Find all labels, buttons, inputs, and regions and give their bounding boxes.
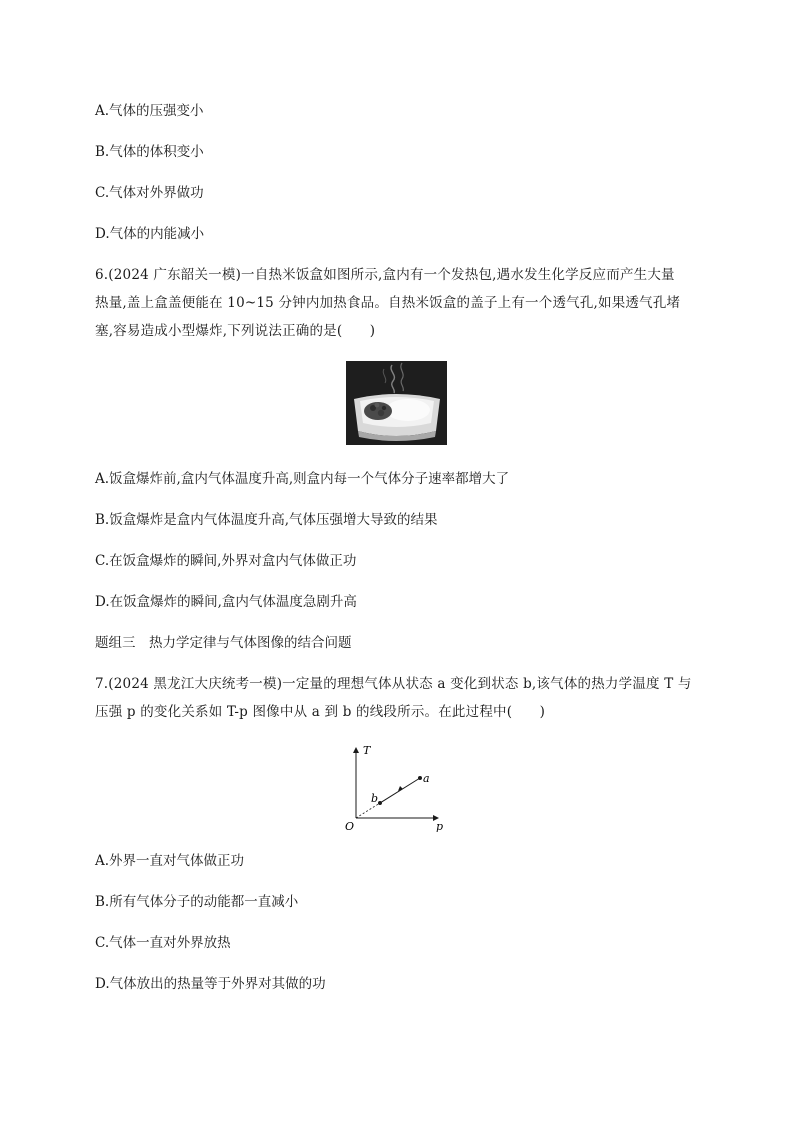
q7-option-b: B.所有气体分子的动能都一直减小 <box>95 894 299 910</box>
rice-box-illustration <box>346 361 447 445</box>
dashed-extension <box>356 803 380 818</box>
axis-label-p: p <box>436 820 444 832</box>
q5-option-d: D.气体的内能减小 <box>95 226 205 242</box>
q6-stem-line-2: 热量,盖上盒盖便能在 10~15 分钟内加热食品。自热米饭盒的盖子上有一个透气孔,如果透气孔堵 <box>95 295 681 311</box>
q5-option-a: A.气体的压强变小 <box>95 103 204 119</box>
q6-option-a: A.饭盒爆炸前,盒内气体温度升高,则盒内每一个气体分子速率都增大了 <box>95 471 510 487</box>
segment-a-b <box>380 778 420 803</box>
point-a-dot <box>418 776 422 780</box>
q5-option-c: C.气体对外界做功 <box>95 185 204 201</box>
point-a-label: a <box>423 772 430 785</box>
origin-label: O <box>345 820 355 832</box>
q7-option-a: A.外界一直对气体做正功 <box>95 853 245 869</box>
q7-stem-line-1: 7.(2024 黑龙江大庆统考一模)一定量的理想气体从状态 a 变化到状态 b,该气体的热力学温度 T 与 <box>95 676 692 692</box>
section-heading: 题组三 热力学定律与气体图像的结合问题 <box>95 635 352 651</box>
q6-stem-line-3: 塞,容易造成小型爆炸,下列说法正确的是( ) <box>95 323 376 339</box>
q5-option-b: B.气体的体积变小 <box>95 144 204 160</box>
t-p-graph <box>340 740 450 832</box>
q6-stem-line-1: 6.(2024 广东韶关一模)一自热米饭盒如图所示,盒内有一个发热包,遇水发生化学反应而产生大量 <box>95 267 675 283</box>
q7-option-d: D.气体放出的热量等于外界对其做的功 <box>95 976 326 992</box>
point-b-label: b <box>371 792 379 805</box>
q7-option-c: C.气体一直对外界放热 <box>95 935 231 951</box>
point-b-dot <box>378 801 382 805</box>
q6-option-d: D.在饭盒爆炸的瞬间,盒内气体温度急剧升高 <box>95 594 357 610</box>
q6-option-b: B.饭盒爆炸是盒内气体温度升高,气体压强增大导致的结果 <box>95 512 438 528</box>
q6-option-c: C.在饭盒爆炸的瞬间,外界对盒内气体做正功 <box>95 553 357 569</box>
self-heating-rice-box-photo <box>346 361 447 445</box>
q7-stem-line-2: 压强 p 的变化关系如 T-p 图像中从 a 到 b 的线段所示。在此过程中( ) <box>95 704 546 720</box>
axis-label-t: T <box>363 744 371 757</box>
